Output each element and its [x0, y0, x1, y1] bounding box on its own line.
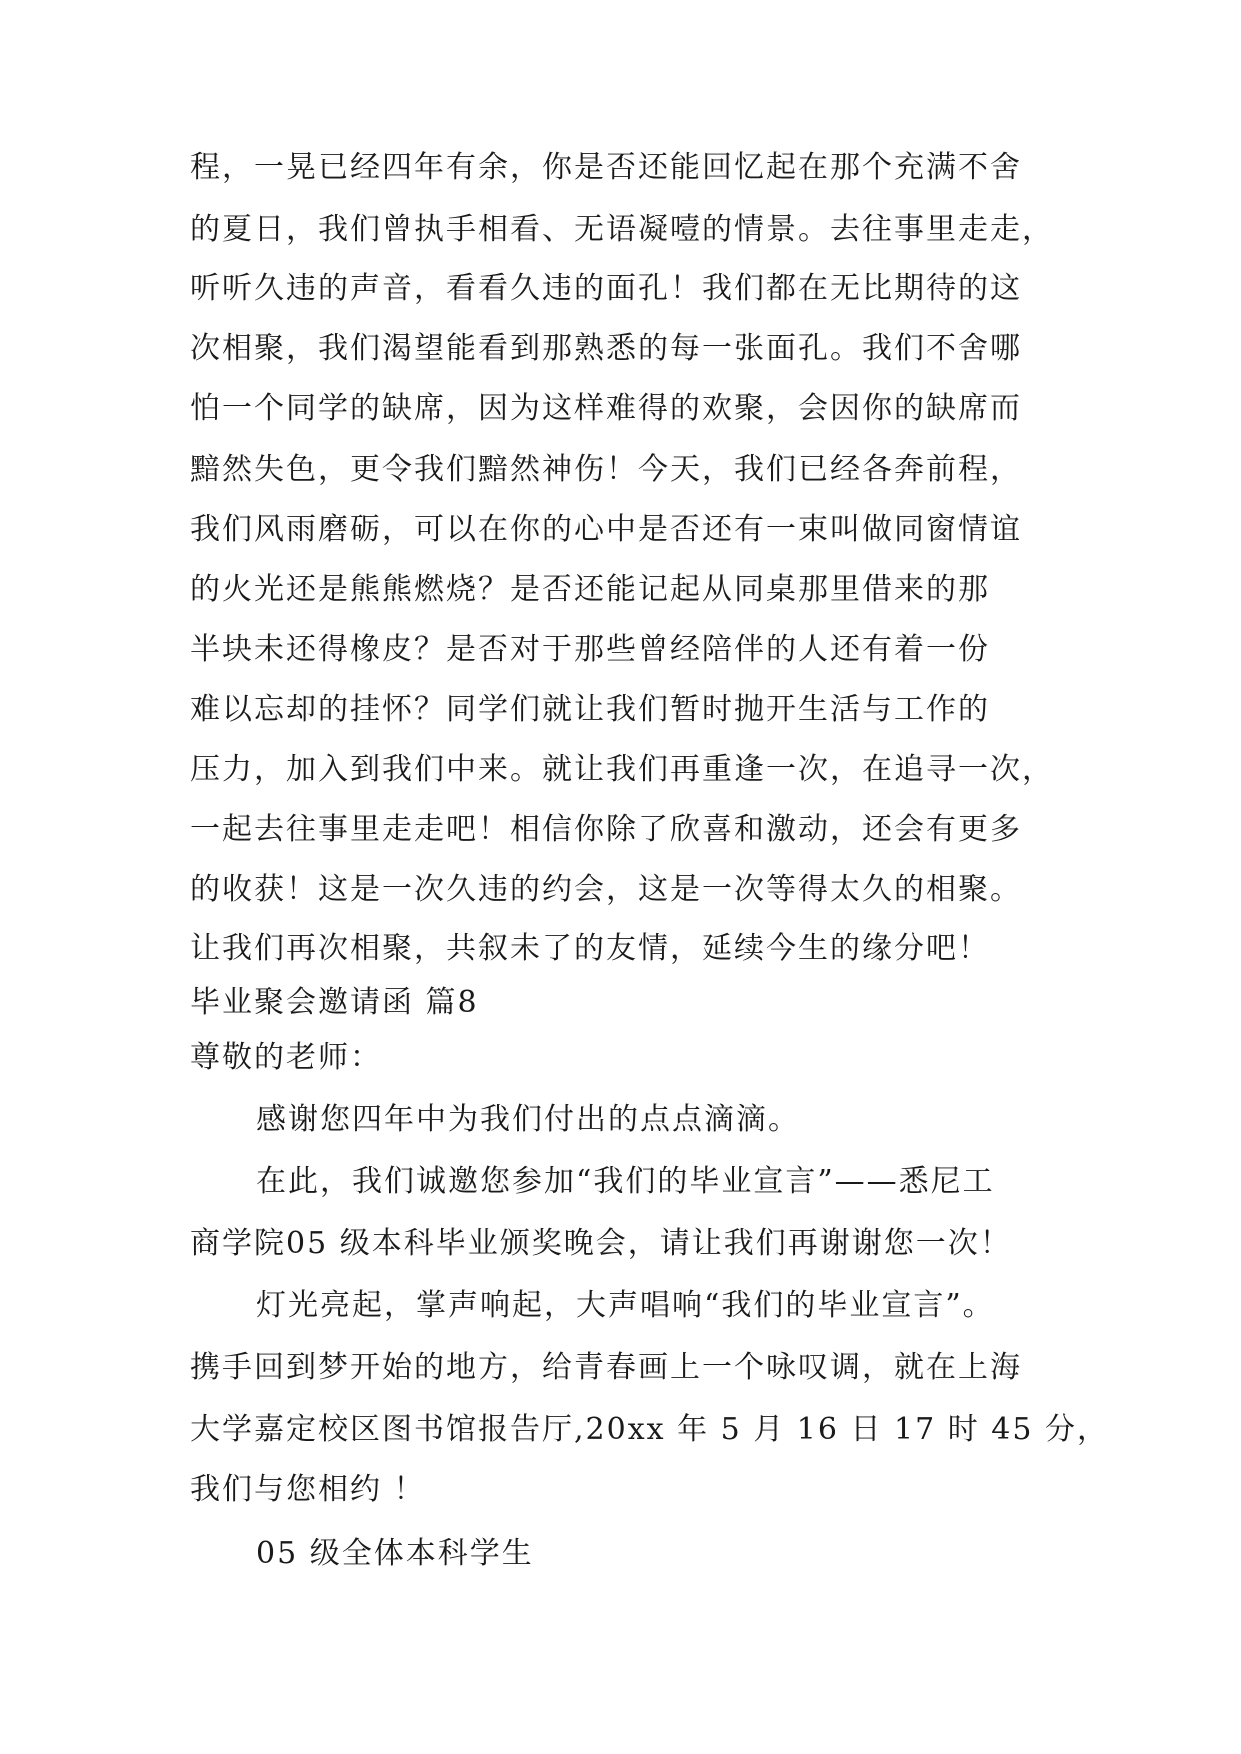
body-text-line: 的火光还是熊熊燃烧？是否还能记起从同桌那里借来的那 [190, 572, 990, 607]
body-text-line: 的夏日，我们曾执手相看、无语凝噎的情景。去往事里走走， [190, 212, 1054, 247]
body-text-line: 的收获！这是一次久违的约会，这是一次等得太久的相聚。 [190, 872, 1022, 907]
body-text-line: 半块未还得橡皮？是否对于那些曾经陪伴的人还有着一份 [190, 632, 990, 667]
invite-paragraph-line: 在此，我们诚邀您参加“我们的毕业宣言”——悉尼工 [256, 1164, 995, 1199]
body-text-line: 让我们再次相聚，共叙未了的友情，延续今生的缘分吧！ [190, 931, 990, 966]
salutation: 尊敬的老师： [190, 1040, 382, 1075]
signature: 05 级全体本科学生 [256, 1536, 534, 1571]
body-text-line: 黯然失色，更令我们黯然神伤！今天，我们已经各奔前程， [190, 452, 1022, 487]
body-text-line: 难以忘却的挂怀？同学们就让我们暂时抛开生活与工作的 [190, 692, 990, 727]
body-text-line: 我们风雨磨砺，可以在你的心中是否还有一束叫做同窗情谊 [190, 512, 1022, 547]
body-text-line: 听听久违的声音，看看久违的面孔！我们都在无比期待的这 [190, 271, 1022, 306]
body-text-line: 一起去往事里走走吧！相信你除了欣喜和激动，还会有更多 [190, 812, 1022, 847]
body-text-line: 怕一个同学的缺席，因为这样难得的欢聚，会因你的缺席而 [190, 391, 1022, 426]
thanks-paragraph: 感谢您四年中为我们付出的点点滴滴。 [256, 1102, 800, 1137]
section-title: 毕业聚会邀请函 篇8 [190, 985, 479, 1020]
body-text-line: 程，一晃已经四年有余，你是否还能回忆起在那个充满不舍 [190, 150, 1022, 185]
body-text-line: 压力，加入到我们中来。就让我们再重逢一次，在追寻一次， [190, 752, 1054, 787]
event-paragraph-line: 灯光亮起，掌声响起，大声唱响“我们的毕业宣言”。 [256, 1288, 995, 1323]
event-paragraph-line: 大学嘉定校区图书馆报告厅,20xx 年 5 月 16 日 17 时 45 分， [190, 1412, 1109, 1447]
body-text-line: 次相聚，我们渴望能看到那熟悉的每一张面孔。我们不舍哪 [190, 331, 1022, 366]
event-paragraph-line: 携手回到梦开始的地方，给青春画上一个咏叹调，就在上海 [190, 1350, 1022, 1385]
invite-paragraph-line: 商学院05 级本科毕业颁奖晚会，请让我们再谢谢您一次！ [190, 1226, 1012, 1261]
event-paragraph-line: 我们与您相约 ！ [190, 1472, 426, 1507]
